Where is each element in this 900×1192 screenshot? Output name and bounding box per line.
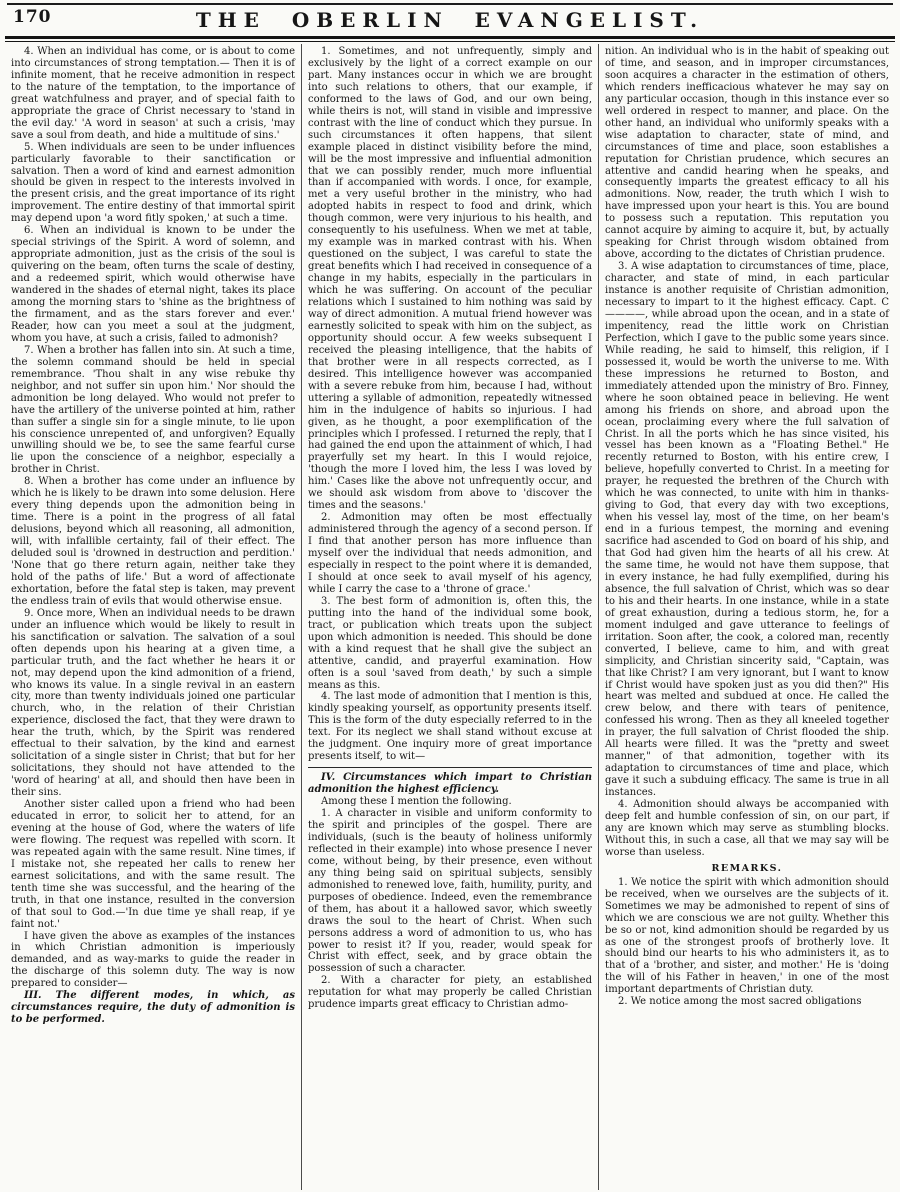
paragraph: 1. A character in visible and uniform conformity to the spirit and principles of the gospel. There are individuals, (such is the beauty of holiness uniformly reflected in their example) into whose presence I never come, without being, by their presence, even without any thing being said on spiritual subjects, sensibly admonished to renewed love, faith, humility, purity, and purposes of obedience. Indeed, even the remembrance of them, has about it a hallowed savor, which sweetly draws the soul to the heart of Christ. When such persons address a word of admonition to us, who has power to resist it? If you, reader, would speak for Christ with effect, seek, and by grace obtain the possession of such a character. [308, 808, 592, 975]
paragraph: Another sister called upon a friend who had been educated in error, to solicit her to attend, for an evening at the house of God, where the waters of life were flowing. The request was repelled with scorn. It was repeated again with the same result. Nine times, if I mistake not, she repeated her calls to renew her earnest solicitations, and with the same result. The tenth time she was successful, and the hearing of the truth, in that one instance, resulted in the conversion of that soul to God.—'In due time ye shall reap, if ye faint not.' [11, 799, 295, 930]
newspaper-page [0, 3, 900, 1192]
paragraph: 3. A wise adaptation to circumstances of time, place, character, and state of mind, in each particular instance is another requisite of Christian admonition, necessary to impart to it the highest efficacy. Capt. C————, while abroad upon the ocean, and in a state of impenitency, read the little work on Christian Perfection, which I gave to the public some years since. While reading, he said to himself, this religion, if I possessed it, would be worth the universe to me. With these impressions he returned to Boston, and immediately attended upon the ministry of Bro. Finney, where he soon obtained peace in believing. He went among his friends on shore, and abroad upon the ocean, proclaiming every where the full salvation of Christ. In all the ports which he has since visited, his vessel has been known as a "Floating Bethel." He recently returned to Boston, with his entire crew, I believe, hopefully converted to Christ. In a meeting for prayer, he requested the brethren of the Church with which he was connected, to unite with him in thanks-giving to God, that every day with two exceptions, when his vessel lay, most of the time, on her beam's end in a furious tempest, the morning and evening sacrifice had ascended to God on board of his ship, and that God had given him the hearts of all his crew. At the same time, he would not have them suppose, that in every instance, he had fully exemplified, during his absence, the full salvation of Christ, which was so dear to his and their hearts. In one instance, while in a state of great exhaustion, during a tedious storm, he, for a moment indulged and gave utterance to feelings of irritation. Soon after, the cook, a colored man, recently converted, I believe, came to him, and with great simplicity, and Christian sincerity said, "Captain, was that like Christ? I am very ignorant, but I want to know if Christ would have spoken just as you did then?" His heart was melted and subdued at once. He called the crew below, and there with tears of penitence, confessed his wrong. Then as they all kneeled together in prayer, the full salvation of Christ flooded the ship. All hearts were filled. It was the "pretty and sweet manner," of that admonition, together with its adaptation to circumstances of time and place, which gave it such a subduing efficacy. The same is true in all instances. [605, 261, 889, 799]
paragraph: 4. When an individual has come, or is about to come into circumstances of strong temptation.— Then it is of infinite moment, that he receive admonition in respect to the nature of the temptation, to the importance of great watchfulness and prayer, and of special faith to appropriate the grace of Christ necessary to 'stand in the evil day.' 'A word in season' at such a crisis, 'may save a soul from death, and hide a multitude of sins.' [11, 46, 295, 141]
article-columns [5, 44, 895, 1190]
masthead-divider-rule [5, 36, 895, 42]
paragraph: 2. With a character for piety, an established reputation for what may properly be called Christian prudence imparts great efficacy to Christian admo- [308, 975, 592, 1011]
paragraph: 2. Admonition may often be most effectually administered through the agency of a second person. If I find that another person has more influence than myself over the individual that needs admonition, and especially in respect to the point where it is demanded, I should at once seek to avail myself of his agency, while I carry the case to a 'throne of grace.' [308, 512, 592, 595]
column-3 [599, 44, 895, 1190]
paragraph: 3. The best form of admonition is, often this, the putting into the hand of the individual some book, tract, or publication which treats upon the subject upon which admonition is needed. This should be done with a kind request that he shall give the subject an attentive, candid, and prayerful examination. How often is a soul 'saved from death,' by such a simple means as this. [308, 595, 592, 691]
paper-title: THE OBERLIN EVANGELIST. [195, 8, 705, 32]
paragraph: Among these I mention the following. [321, 796, 512, 808]
paragraph: 1. We notice the spirit with which admonition should be received, when we ourselves are the subjects of it. Sometimes we may be admonished to repent of sins of which we are conscious we are not guilty. Whether this be so or not, kind admonition should be regarded by us as one of the strongest proofs of brotherly love. It should bind our hearts to his who administers it, as to that of a 'brother, and sister, and mother.' He is 'doing the will of his Father in heaven,' in one of the most important departments of Christian duty. [605, 876, 889, 996]
paragraph: 4. The last mode of admonition that I mention is this, kindly speaking yourself, as opportunity presents itself. This is the form of the duty especially referred to in the text. For its neglect we shall stand without excuse at the judgment. One inquiry more of great importance presents itself, to wit— [308, 691, 592, 763]
paragraph: 2. We notice among the most sacred obligations [618, 996, 862, 1008]
paragraph: IV. Circumstances which impart to Christian admonition the highest efficiency. [308, 772, 592, 796]
column-2 [302, 44, 598, 1190]
paragraph: 7. When a brother has fallen into sin. At such a time, the solemn command should be held in special remembrance. 'Thou shalt in any wise rebuke thy neighbor, and not suffer sin upon him.' Nor should the admonition be long delayed. Who would not prefer to have the artillery of the universe pointed at him, rather than suffer a single sin for a single minute, to lie upon his conscience unrepented of, and unforgiven? Equally unwilling should we be, to see the same fearful curse lie upon the conscience of a neighbor, especially a brother in Christ. [11, 344, 295, 476]
page-number: 170 [13, 7, 52, 27]
paragraph: 6. When an individual is known to be under the special strivings of the Spirit. A word of solemn, and appropriate admonition, just as the crisis of the soul is quivering on the beam, often turns the scale of destiny, and a redeemed spirit, which would otherwise have wandered in the shades of eternal night, takes its place among the morning stars to 'shine as the brightness of the firmament, and as the stars forever and ever.' Reader, how can you meet a soul at the judgment, whom you have, at such a crisis, failed to admonish? [11, 225, 295, 344]
paragraph: 4. Admonition should always be accompanied with deep felt and humble confession of sin, on our part, if any are known which may serve as stumbling blocks. Without this, in such a case, all that we may say will be worse than useless. [605, 799, 889, 858]
paragraph: III. The different modes, in which, as circumstances require, the duty of admonition is to be performed. [11, 990, 295, 1026]
paragraph: 5. When individuals are seen to be under influences particularly favorable to their sanctification or salvation. Then a word of kind and earnest admonition should be given in respect to the interests involved in the present crisis, and the great importance of its right improvement. The entire destiny of that immortal spirit may depend upon 'a word fitly spoken,' at such a time. [11, 141, 295, 225]
paragraph: I have given the above as examples of the instances in which Christian admonition is imperiously demanded, and as way-marks to guide the reader in the discharge of this solemn duty. The way is now prepared to consider— [11, 930, 295, 990]
section-heading: REMARKS. [711, 862, 783, 874]
paragraph: 1. Sometimes, and not unfrequently, simply and exclusively by the light of a correct example on our part. Many instances occur in which we are brought into such relations to others, that our example, if conformed to the laws of God, and our own being, while theirs is not, will stand in visible and impressive contrast with the line of conduct which they pursue. In such circumstances it often happens, that silent example placed in distinct visibility before the mind, will be the most impressive and influential admonition that we can possibly render, much more influential than if accompanied with words. I once, for example, met a very useful brother in the ministry, who had adopted habits in respect to food and drink, which though common, were very injurious to his health, and consequently to his usefulness. When we met at table, my example was in marked contrast with his. When questioned on the subject, I was careful to state the great benefits which I had received in consequence of a change in my habits, especially in the particulars in which he was suffering. On account of the peculiar relations which I sustained to him nothing was said by way of direct admonition. A mutual friend however was earnestly solicited to speak with him on the subject, as opportunity should occur. A few weeks subsequent I received the pleasing intelligence, that the habits of that brother were in all respects corrected, as I desired. This intelligence however was accompanied with a severe rebuke from him, because I had, without uttering a syllable of admonition, repeatedly witnessed him in the indulgence of habits so injurious. I had given, as he thought, a poor exemplification of the principles which I professed. I returned the reply, that I had gained the end upon the attainment of which, I had prayerfully set my heart. In this I would rejoice, 'though the more I loved him, the less I was loved by him.' Cases like the above not unfrequently occur, and we should ask wisdom from above to 'discover the times and the seasons.' [308, 46, 592, 512]
paragraph: 9. Once more, When an individual needs to be drawn under an influence which would be likely to result in his sanctification or salvation. The salvation of a soul often depends upon his hearing at a given time, a particular truth, and the fact whether he hears it or not, may depend upon the kind admonition of a friend, who knows its value. In a single revival in an eastern city, more than twenty individuals joined one particular church, who, in the relation of their Christian experience, disclosed the fact, that they were drawn to hear the truth, which, by the Spirit was rendered effectual to their salvation, by the kind and earnest solicitation of a single sister in Christ; that but for her solicitations, they should not have attended to the 'word of hearing' at all, and should then have been in their sins. [11, 607, 295, 799]
paragraph: nition. An individual who is in the habit of speaking out of time, and season, and in improper circumstances, soon acquires a character in the estimation of others, which renders inefficacious whatever he may say on any particular occasion, though in this instance ever so well ordered in respect to manner, and place. On the other hand, an individual who uniformly speaks with a wise adaptation to character, state of mind, and circumstances of time and place, soon establishes a reputation for Christian prudence, which secures an attentive and candid hearing when he speaks, and consequently imparts the greatest efficacy to all his admonitions. Now, reader, the truth which I wish to have impressed upon your heart is this. You are bound to possess such a reputation. This reputation you cannot acquire by aiming to acquire it, but, by actually speaking for Christ through wisdom obtained from above, according to the dictates of Christian prudence. [605, 46, 889, 261]
section-divider-rule [308, 767, 592, 768]
paragraph: 8. When a brother has come under an influence by which he is likely to be drawn into some delusion. Here every thing depends upon the admonition being in time. There is a point in the progress of all fatal delusions, beyond which all reasoning, all admonition, will, with infallible certainty, fail of their effect. The deluded soul is 'drowned in destruction and perdition.' 'None that go there return again, neither take they hold of the paths of life.' But a word of affectionate exhortation, before the fatal step is taken, may prevent the endless train of evils that would otherwise ensue. [11, 476, 295, 607]
masthead [5, 5, 895, 35]
column-1 [5, 44, 301, 1190]
